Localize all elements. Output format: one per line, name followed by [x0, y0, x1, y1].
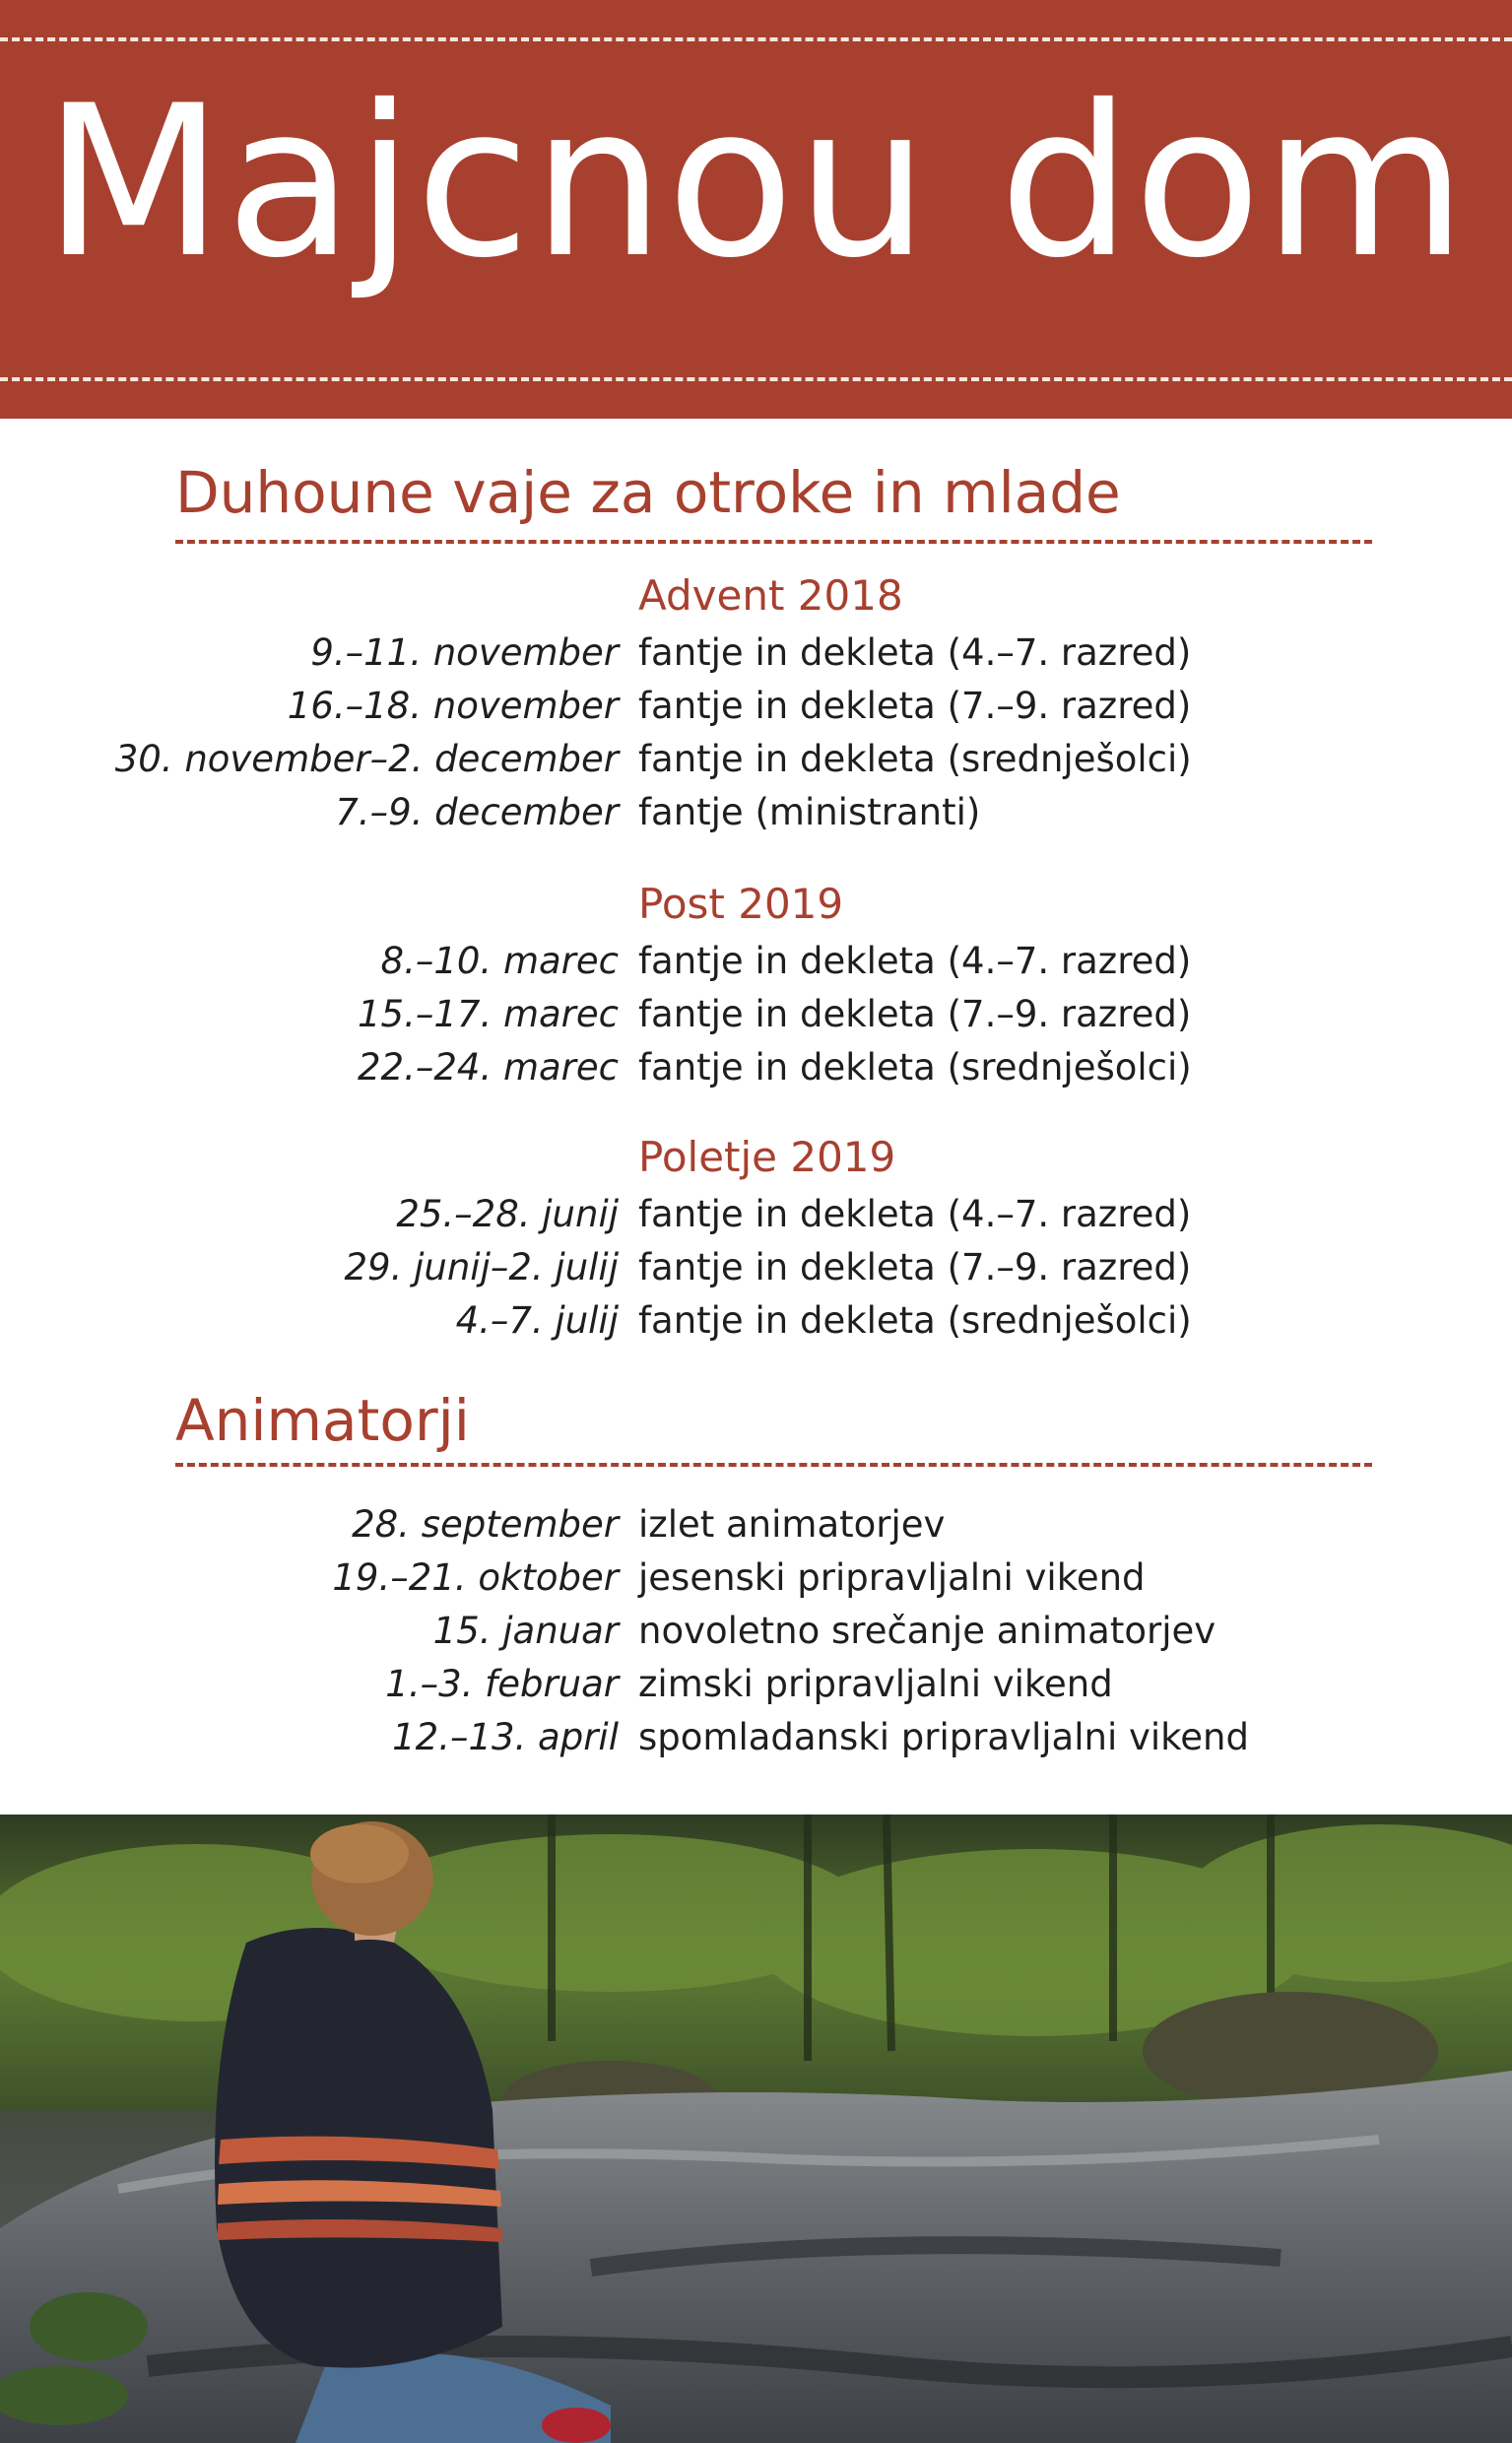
row-description: izlet animatorjev: [638, 1503, 946, 1546]
schedule-row: [0, 1606, 1512, 1657]
schedule-row: [0, 1552, 1512, 1604]
row-date: 15. januar: [432, 1610, 619, 1652]
row-description: fantje in dekleta (4.–7. razred): [638, 631, 1192, 674]
row-description: fantje in dekleta (7.–9. razred): [638, 993, 1192, 1035]
row-date: 7.–9. december: [335, 791, 619, 833]
row-date: 15.–17. marec: [358, 993, 619, 1035]
row-date: 4.–7. julij: [455, 1299, 619, 1342]
row-date: 12.–13. april: [392, 1716, 619, 1758]
page-title: Majcnou dom: [43, 60, 1469, 303]
schedule-row: [0, 734, 1512, 785]
row-description: zimski pripravljalni vikend: [638, 1663, 1113, 1705]
section-rule-retreats: [175, 540, 1372, 544]
photo-person-on-rocks: [0, 1815, 1512, 2443]
section-rule-animators: [175, 1463, 1372, 1467]
row-description: jesenski pripravljalni vikend: [638, 1556, 1146, 1599]
row-description: spomladanski pripravljalni vikend: [638, 1716, 1249, 1758]
row-date: 19.–21. oktober: [332, 1556, 619, 1599]
row-date: 1.–3. februar: [385, 1663, 619, 1705]
photo-illustration: [0, 1815, 1512, 2443]
schedule-row: [0, 936, 1512, 987]
schedule-row: [0, 989, 1512, 1040]
schedule-row: [0, 1242, 1512, 1293]
header-stitch-top: [0, 37, 1512, 41]
row-description: fantje in dekleta (srednješolci): [638, 1299, 1192, 1342]
row-date: 22.–24. marec: [358, 1046, 619, 1089]
row-description: fantje in dekleta (7.–9. razred): [638, 1246, 1192, 1288]
section-title-retreats: Duhoune vaje za otroke in mlade: [175, 459, 1121, 526]
schedule-row: [0, 1189, 1512, 1240]
row-description: fantje (ministranti): [638, 791, 981, 833]
row-description: fantje in dekleta (srednješolci): [638, 738, 1192, 780]
row-description: fantje in dekleta (7.–9. razred): [638, 685, 1192, 727]
section-title-animators: Animatorji: [175, 1387, 470, 1454]
row-description: fantje in dekleta (4.–7. razred): [638, 1193, 1192, 1235]
group-title-lent: Post 2019: [638, 880, 844, 928]
row-date: 8.–10. marec: [380, 940, 619, 982]
row-date: 9.–11. november: [310, 631, 619, 674]
row-date: 28. september: [352, 1503, 619, 1546]
header-banner: [0, 0, 1512, 419]
schedule-row: [0, 1042, 1512, 1093]
row-date: 25.–28. junij: [396, 1193, 619, 1235]
row-description: fantje in dekleta (4.–7. razred): [638, 940, 1192, 982]
schedule-row: [0, 1712, 1512, 1763]
schedule-row: [0, 1295, 1512, 1347]
schedule-row: [0, 1659, 1512, 1710]
schedule-row: [0, 627, 1512, 679]
row-description: fantje in dekleta (srednješolci): [638, 1046, 1192, 1089]
group-title-summer: Poletje 2019: [638, 1133, 896, 1181]
header-stitch-bottom: [0, 377, 1512, 381]
schedule-row: [0, 681, 1512, 732]
schedule-row: [0, 787, 1512, 838]
row-date: 30. november–2. december: [114, 738, 619, 780]
row-date: 16.–18. november: [287, 685, 619, 727]
schedule-row: [0, 1499, 1512, 1551]
row-date: 29. junij–2. julij: [344, 1246, 619, 1288]
row-description: novoletno srečanje animatorjev: [638, 1610, 1216, 1652]
group-title-advent: Advent 2018: [638, 571, 903, 620]
